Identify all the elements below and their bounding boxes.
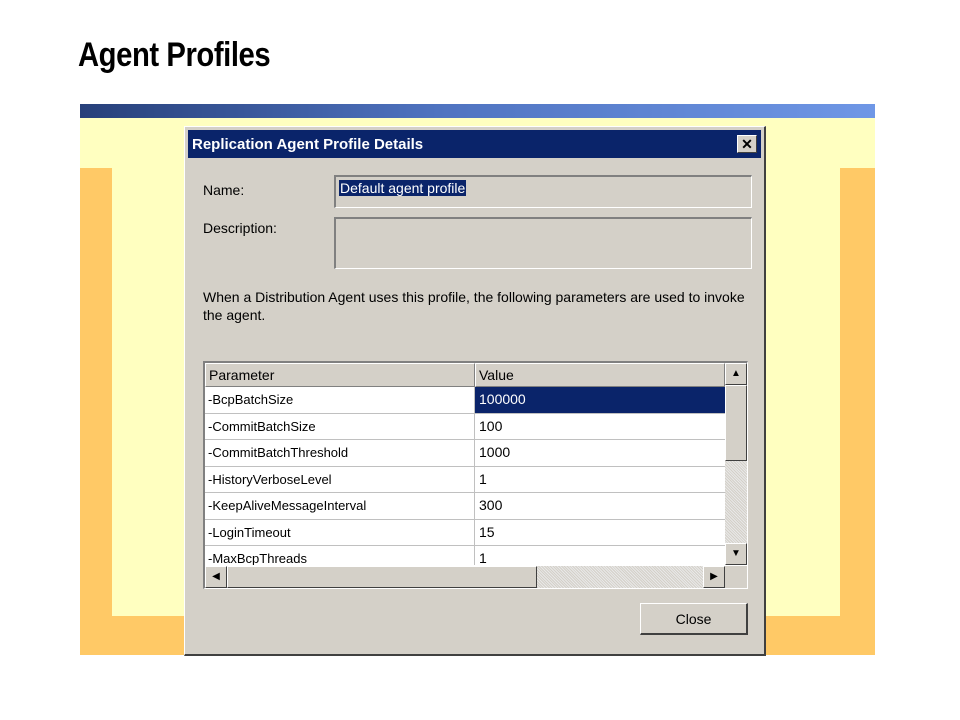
vertical-scrollbar[interactable]: [725, 363, 747, 565]
parameter-cell: -CommitBatchSize: [205, 414, 475, 441]
table-row[interactable]: [205, 493, 725, 520]
grid-header: [205, 363, 725, 387]
vertical-scroll-thumb[interactable]: [725, 385, 747, 461]
scrollbar-corner: [725, 566, 747, 588]
parameter-cell: -LoginTimeout: [205, 520, 475, 547]
scroll-left-icon[interactable]: ◀: [205, 566, 227, 588]
table-row[interactable]: [205, 440, 725, 467]
name-value: Default agent profile: [340, 180, 466, 196]
table-row[interactable]: [205, 387, 725, 414]
parameter-cell: -CommitBatchThreshold: [205, 440, 475, 467]
parameter-cell: -HistoryVerboseLevel: [205, 467, 475, 494]
table-row[interactable]: [205, 467, 725, 494]
parameter-grid[interactable]: [203, 361, 748, 589]
table-row[interactable]: [205, 520, 725, 547]
profile-details-dialog: [184, 126, 766, 656]
value-cell[interactable]: 1000: [475, 440, 725, 467]
name-field[interactable]: [334, 175, 752, 208]
parameter-cell: -MaxBcpThreads: [205, 546, 475, 565]
value-cell[interactable]: 100000: [475, 387, 725, 414]
dialog-titlebar[interactable]: [188, 130, 761, 158]
slide-title: Agent Profiles: [78, 36, 271, 74]
close-button[interactable]: Close: [640, 603, 748, 635]
table-row[interactable]: [205, 546, 725, 565]
horizontal-scrollbar[interactable]: [205, 566, 725, 588]
scroll-down-icon[interactable]: ▼: [725, 543, 747, 565]
parameter-cell: -KeepAliveMessageInterval: [205, 493, 475, 520]
value-cell[interactable]: 300: [475, 493, 725, 520]
value-cell[interactable]: 1: [475, 467, 725, 494]
table-row[interactable]: [205, 414, 725, 441]
scroll-up-icon[interactable]: ▲: [725, 363, 747, 385]
description-label: Description:: [203, 220, 277, 236]
value-cell[interactable]: 100: [475, 414, 725, 441]
dialog-title: Replication Agent Profile Details: [192, 135, 424, 153]
value-cell[interactable]: 1: [475, 546, 725, 565]
value-cell[interactable]: 15: [475, 520, 725, 547]
column-header-value[interactable]: Value: [475, 363, 725, 387]
info-text: When a Distribution Agent uses this profile, the following parameters are used to invoke the agent.: [203, 289, 745, 323]
horizontal-scroll-thumb[interactable]: [227, 566, 537, 588]
scroll-right-icon[interactable]: ▶: [703, 566, 725, 588]
parameter-cell: -BcpBatchSize: [205, 387, 475, 414]
grid-rows: [205, 387, 725, 565]
column-header-parameter[interactable]: Parameter: [205, 363, 475, 387]
title-stripe: [80, 104, 875, 118]
close-icon[interactable]: ✕: [737, 135, 757, 153]
description-field[interactable]: [334, 217, 752, 269]
name-label: Name:: [203, 182, 245, 198]
